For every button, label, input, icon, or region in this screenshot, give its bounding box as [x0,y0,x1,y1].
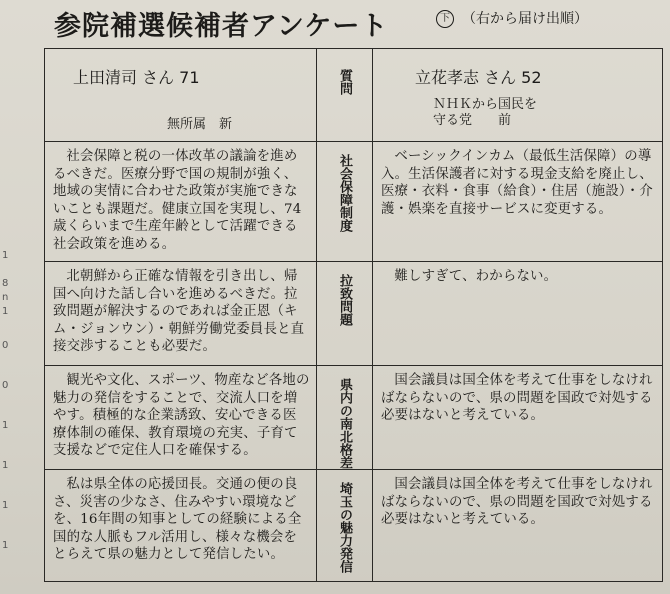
candidate-left-name: 上田清司 さん 71 [73,68,200,87]
topic-cell [317,470,373,582]
candidate-right-party-line2: 守る党 前 [433,113,512,128]
answer-cell [373,470,663,582]
candidate-header-row [45,49,663,142]
answer-cell [45,470,317,582]
left-answer: 北朝鮮から正確な情報を引き出し、帰国へ向けた話し合いを進めるべきだ。拉致問題が解決するのであれば金正恩（キム・ジョンウン）・朝鮮労働党委員長と直接交渉することも必要だ。 [53,269,305,355]
part-marker: 下 [436,10,454,28]
answer-cell [45,262,317,366]
topic-label: 社会保障制度 [337,154,352,232]
answer-cell [45,142,317,262]
answer-cell [373,142,663,262]
candidate-left-party: 無所属 新 [167,117,233,132]
article-subheading [436,8,588,28]
article-headline: 参院補選候補者アンケート [54,11,389,42]
question-header-cell [317,49,373,142]
right-answer: 国会議員は国全体を考えて仕事をしなければならないので、県の問題を国政で対処する必要はないと考えている。 [381,373,653,424]
answer-cell [45,366,317,470]
adjacent-column-edge: 1 8 n 1 0 0 1 1 1 1 [2,250,9,551]
right-answer: ベーシックインカム（最低生活保障）の導入。生活保護者に対する現金支給を廃止し、医療・衣料・食事（給食）・住居（施設）・介護・娯楽を直接サービスに変更する。 [381,149,654,217]
topic-cell [317,142,373,262]
topic-label: 拉致問題 [337,274,352,326]
answer-cell [373,366,663,470]
answer-cell [373,262,663,366]
left-answer: 観光や文化、スポーツ、物産など各地の魅力の発信をすることで、交流人口を増やす。積極的な企業誘致、安心できる医療体制の確保、教育環境の充実、子育て支援などで定住人口を確保する。 [53,373,310,459]
right-answer: 難しすぎて、わからない。 [394,269,558,284]
table-row [45,142,663,262]
topic-label: 県内の南北格差 [337,378,352,469]
candidate-right-party-line1: ＮＨＫから国民を [433,97,538,112]
order-note: （右から届け出順） [462,11,588,27]
survey-table [44,48,663,582]
topic-cell [317,262,373,366]
candidate-right-cell [373,49,663,142]
topic-cell [317,366,373,470]
question-header: 質問 [337,69,352,95]
candidate-right-name: 立花孝志 さん 52 [415,68,542,87]
candidate-left-cell [45,49,317,142]
topic-label: 埼玉の魅力発信 [337,482,352,573]
right-answer: 国会議員は国全体を考えて仕事をしなければならないので、県の問題を国政で対処する必要はないと考えている。 [381,477,653,528]
left-answer: 社会保障と税の一体改革の議論を進めるべきだ。医療分野で国の規制が強く、地域の実情に合わせた政策が実施できないことも課題だ。健康立国を実現し、74歳くらいまで生産年齢として活躍できる社会政策を進める。 [53,149,302,252]
left-answer: 私は県全体の応援団長。交通の便の良さ、災害の少なさ、住みやすい環境などを、16年間の知事としての経験による全国的な人脈もフル活用し、様々な機会をとらえて県の魅力として発信したい。 [53,477,302,563]
table-row [45,470,663,582]
table-row [45,262,663,366]
table-row [45,366,663,470]
